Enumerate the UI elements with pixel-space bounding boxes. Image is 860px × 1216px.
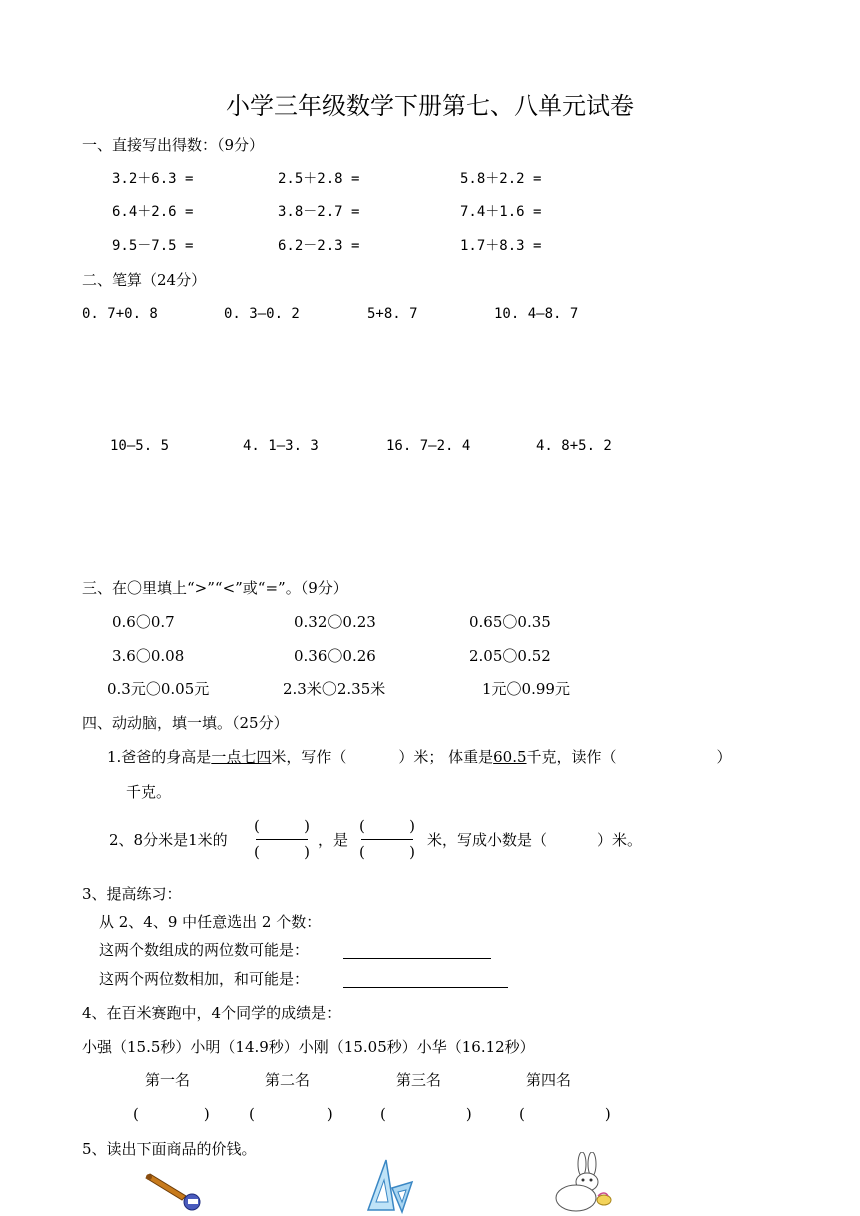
paren-open: ( bbox=[359, 817, 365, 835]
section3-heading: 三、在〇里填上“>”“<”或“=”。（9分） bbox=[82, 579, 348, 597]
q2-text-a: 2、8分米是1米的 bbox=[109, 831, 228, 849]
q1-line bbox=[107, 747, 732, 767]
written-calc-item: 10—5. 5 bbox=[110, 438, 170, 454]
fraction-blank-1[interactable] bbox=[254, 817, 310, 863]
mental-math-item: 9.5－7.5 = bbox=[112, 238, 194, 254]
compare-item: 2.05〇0.52 bbox=[469, 647, 551, 665]
q1-text-f: 千克，读作（ bbox=[526, 748, 617, 766]
compare-item: 2.3米〇2.35米 bbox=[283, 680, 386, 698]
section1-heading: 一、直接写出得数：（9分） bbox=[82, 136, 265, 154]
triangle-ruler-icon bbox=[364, 1158, 416, 1214]
compare-item: 0.32〇0.23 bbox=[294, 613, 376, 631]
q3-line-2: 这两个数组成的两位数可能是： bbox=[99, 941, 310, 959]
mental-math-item: 6.2－2.3 = bbox=[278, 238, 360, 254]
q1-height-words: 一点七四 bbox=[211, 748, 272, 766]
place-answer-blank[interactable] bbox=[133, 1104, 210, 1124]
mental-math-item: 6.4＋2.6 = bbox=[112, 204, 194, 220]
paren-close: ) bbox=[409, 817, 415, 835]
compare-item: 1元〇0.99元 bbox=[482, 680, 570, 698]
q1-text-d: ）米； 体重是 bbox=[398, 748, 494, 766]
paren-open: ( bbox=[519, 1105, 525, 1123]
q4-heading: 4、在百米赛跑中，4个同学的成绩是： bbox=[82, 1004, 342, 1022]
paren-open: ( bbox=[254, 817, 260, 835]
paren-open: ( bbox=[254, 843, 260, 861]
place-label: 第三名 bbox=[396, 1071, 442, 1089]
q3-answer-line-1[interactable] bbox=[343, 958, 491, 959]
place-answer-blank[interactable] bbox=[519, 1104, 611, 1124]
place-label: 第二名 bbox=[265, 1071, 311, 1089]
q3-heading: 3、提高练习： bbox=[82, 885, 182, 903]
paren-close: ) bbox=[203, 1105, 210, 1123]
paren-close: ) bbox=[409, 843, 415, 861]
mental-math-item: 7.4＋1.6 = bbox=[460, 204, 542, 220]
mental-math-item: 3.2＋6.3 = bbox=[112, 171, 194, 187]
mental-math-item: 5.8＋2.2 = bbox=[460, 171, 542, 187]
paren-close: ) bbox=[326, 1105, 333, 1123]
paren-open: ( bbox=[380, 1105, 386, 1123]
q2-text-d: ）米。 bbox=[597, 831, 643, 849]
q1-line-2: 千克。 bbox=[126, 783, 172, 801]
paren-open: ( bbox=[249, 1105, 255, 1123]
q3-line-1: 从 2、4、9 中任意选出 2 个数： bbox=[99, 913, 322, 931]
fraction-bar bbox=[256, 839, 308, 840]
written-calc-item: 0. 3—0. 2 bbox=[224, 306, 300, 322]
q3-line-3: 这两个两位数相加，和可能是： bbox=[99, 970, 310, 988]
paren-open: ( bbox=[133, 1105, 139, 1123]
compare-item: 0.36〇0.26 bbox=[294, 647, 376, 665]
q1-weight-number: 60.5 bbox=[493, 748, 527, 766]
rabbit-icon bbox=[552, 1152, 616, 1214]
compare-item: 0.65〇0.35 bbox=[469, 613, 551, 631]
paren-close: ) bbox=[304, 843, 310, 861]
page-title: 小学三年级数学下册第七、八单元试卷 bbox=[226, 92, 634, 120]
q3-answer-line-2[interactable] bbox=[343, 987, 508, 988]
written-calc-item: 5+8. 7 bbox=[367, 306, 418, 322]
paren-open: ( bbox=[359, 843, 365, 861]
q1-text-g: ） bbox=[716, 748, 732, 766]
compare-item: 0.6〇0.7 bbox=[112, 613, 175, 631]
written-calc-item: 0. 7+0. 8 bbox=[82, 306, 158, 322]
mental-math-item: 1.7＋8.3 = bbox=[460, 238, 542, 254]
paren-close: ) bbox=[304, 817, 310, 835]
written-calc-item: 4. 1—3. 3 bbox=[243, 438, 319, 454]
place-answer-blank[interactable] bbox=[380, 1104, 472, 1124]
q2-text-b: ，是 bbox=[318, 831, 349, 849]
q1-text-c: 米，写作（ bbox=[271, 748, 347, 766]
compare-item: 0.3元〇0.05元 bbox=[107, 680, 210, 698]
fraction-blank-2[interactable] bbox=[359, 817, 415, 863]
q5-heading: 5、读出下面商品的价钱。 bbox=[82, 1140, 257, 1158]
written-calc-item: 16. 7—2. 4 bbox=[386, 438, 471, 454]
q1-text-a: 1.爸爸的身高是 bbox=[107, 748, 212, 766]
place-label: 第四名 bbox=[526, 1071, 572, 1089]
paren-close: ) bbox=[604, 1105, 611, 1123]
place-answer-blank[interactable] bbox=[249, 1104, 333, 1124]
mental-math-item: 2.5＋2.8 = bbox=[278, 171, 360, 187]
compare-item: 3.6〇0.08 bbox=[112, 647, 185, 665]
section2-heading: 二、笔算（24分） bbox=[82, 271, 207, 289]
place-label: 第一名 bbox=[145, 1071, 191, 1089]
paren-close: ) bbox=[465, 1105, 472, 1123]
wrench-icon bbox=[142, 1172, 204, 1212]
q2-text-c bbox=[427, 830, 642, 850]
written-calc-item: 4. 8+5. 2 bbox=[536, 438, 612, 454]
fraction-bar bbox=[361, 839, 413, 840]
section4-heading: 四、动动脑，填一填。（25分） bbox=[82, 714, 289, 732]
q2-text-c-label: 米，写成小数是（ bbox=[427, 831, 548, 849]
q4-results: 小强（15.5秒）小明（14.9秒）小刚（15.05秒）小华（16.12秒） bbox=[82, 1038, 535, 1056]
mental-math-item: 3.8－2.7 = bbox=[278, 204, 360, 220]
written-calc-item: 10. 4—8. 7 bbox=[494, 306, 579, 322]
